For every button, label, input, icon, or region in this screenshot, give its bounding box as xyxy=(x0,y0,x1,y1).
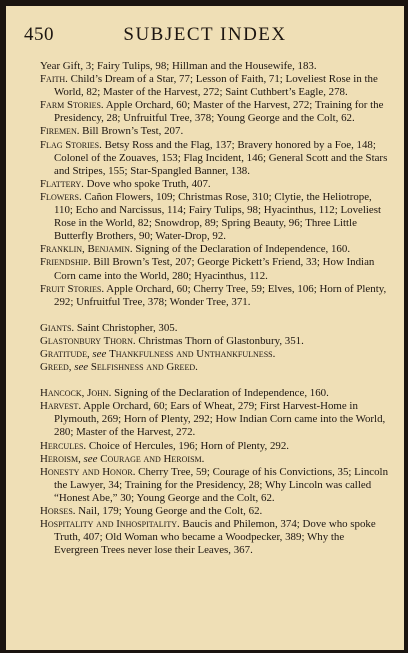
see-reference: see xyxy=(89,347,110,360)
entry-term: Faith. xyxy=(40,73,68,86)
index-entry-honesty xyxy=(40,466,390,505)
cross-reference: Courage and Heroism. xyxy=(100,452,205,465)
entry-refs: Cañon Flowers, 109; Christmas Rose, 310; Clytie, the Heliotrope, 110; Echo and Narcissus, 114; Fairy Tulips, 98; Hyacinthus, 112; Loveliest Rose in the World, 82; Snowdrop, 89; Spring Beauty, 96; Three Little Butterfly Brothers, 90; Water-Drop, 92. xyxy=(54,190,381,243)
entry-term: Fruit Stories. xyxy=(40,282,105,295)
running-head: SUBJECT INDEX xyxy=(123,24,287,45)
entry-term: Heroism, xyxy=(40,452,81,465)
index-entry-faith xyxy=(40,73,390,99)
index-entry-continuation: Year Gift, 3; Fairy Tulips, 98; Hillman and the Housewife, 183. xyxy=(40,60,317,72)
index-entry-greed xyxy=(40,361,390,374)
index-entry-firemen xyxy=(40,125,390,138)
section-gap xyxy=(40,309,390,322)
entry-refs: Saint Christopher, 305. xyxy=(74,321,178,334)
index-entry-giants xyxy=(40,322,390,335)
entry-term: Hercules. xyxy=(40,439,87,452)
entry-refs: Signing of the Declaration of Independence, 160. xyxy=(132,243,351,256)
index-entry-gratitude xyxy=(40,348,390,361)
entry-term: Hancock, John. xyxy=(40,387,112,400)
entry-refs: Choice of Hercules, 196; Horn of Plenty, 292. xyxy=(86,439,290,452)
index-entry-flag-stories xyxy=(40,139,390,178)
entry-term: Hospitality and Inhospitality. xyxy=(40,518,180,531)
entry-refs: Apple Orchard, 60; Ears of Wheat, 279; First Harvest-Home in Plymouth, 269; Horn of Plenty, 292; How Indian Corn came into the World, 280; Master of the Harvest, 272. xyxy=(54,400,386,439)
entry-term: Honesty and Honor. xyxy=(40,465,136,478)
entry-term: Franklin, Benjamin. xyxy=(40,243,133,256)
page-header xyxy=(6,24,404,50)
index-entry-franklin xyxy=(40,243,390,256)
entry-refs: Apple Orchard, 60; Cherry Tree, 59; Elves, 106; Horn of Plenty, 292; Unfruitful Tree, 378; Wonder Tree, 371. xyxy=(54,282,387,308)
entry-term: Farm Stories. xyxy=(40,99,104,112)
index-entry-horses xyxy=(40,505,390,518)
page-number: 450 xyxy=(24,24,54,45)
entry-term: Glastonbury Thorn. xyxy=(40,334,136,347)
see-reference: see xyxy=(80,452,101,465)
see-reference: see xyxy=(71,361,91,374)
index-entry-farm-stories xyxy=(40,99,390,125)
entry-refs: Christmas Thorn of Glastonbury, 351. xyxy=(135,334,304,347)
entry-term: Greed, xyxy=(40,361,72,374)
cross-reference: Thankfulness and Unthankfulness. xyxy=(109,347,276,360)
index-entry-flowers xyxy=(40,191,390,243)
index-entry-fruit-stories xyxy=(40,283,390,309)
entry-term: Flowers. xyxy=(40,190,82,203)
entry-refs: Cherry Tree, 59; Courage of his Convictions, 35; Lincoln the Lawyer, 34; Training for the Presidency, 28; Why Lincoln was called “Honest Abe,” 30; Young George and the Colt, 62. xyxy=(54,465,389,504)
entry-term: Flag Stories. xyxy=(40,138,102,151)
index-entry-hercules xyxy=(40,440,390,453)
index-entry-harvest xyxy=(40,400,390,439)
entry-refs: Dove who spoke Truth, 407. xyxy=(83,177,211,190)
index-entry-hancock xyxy=(40,387,390,400)
entry-term: Gratitude, xyxy=(40,347,90,360)
index-entry-flattery xyxy=(40,178,390,191)
entry-term: Giants. xyxy=(40,321,75,334)
index-entry-heroism xyxy=(40,453,390,466)
entry-refs: Bill Brown’s Test, 207. xyxy=(79,125,184,138)
entry-term: Horses. xyxy=(40,505,76,517)
cross-reference: Selfishness and Greed. xyxy=(90,361,198,374)
entry-term: Firemen. xyxy=(40,125,80,138)
index-entry-glastonbury xyxy=(40,335,390,348)
entry-term: Flattery. xyxy=(40,177,84,190)
index-entries xyxy=(40,60,390,557)
section-gap xyxy=(40,374,390,387)
entry-refs: Bill Brown’s Test, 207; George Pickett’s Friend, 33; How Indian Corn came into the World, 280; Hyacinthus, 112. xyxy=(54,256,375,282)
entry-refs: Betsy Ross and the Flag, 137; Bravery honored by a Foe, 148; Colonel of the Zouaves, 153; Flag Incident, 146; General Scott and the Stars and Stripes, 155; Star-Spangled Banner, 138. xyxy=(54,138,388,177)
entry-refs: Baucis and Philemon, 374; Dove who spoke Truth, 407; Old Woman who became a Woodpecker, 389; Why the Evergreen Trees never lose their Leaves, 367. xyxy=(54,518,376,557)
entry-refs: Nail, 179; Young George and the Colt, 62. xyxy=(75,505,263,517)
entry-refs: Child’s Dream of a Star, 77; Lesson of Faith, 71; Loveliest Rose in the World, 82; Master of the Harvest, 272; Saint Cuthbert’s Eagle, 278. xyxy=(54,73,378,99)
book-page xyxy=(6,6,404,650)
entry-term: Harvest. xyxy=(40,400,82,413)
index-entry-friendship xyxy=(40,256,390,282)
entry-refs: Apple Orchard, 60; Master of the Harvest, 272; Training for the Presidency, 28; Unfruitful Tree, 378; Young George and the Colt, 62. xyxy=(54,99,384,125)
entry-term: Friendship. xyxy=(40,256,91,269)
entry-refs: Signing of the Declaration of Independence, 160. xyxy=(111,387,329,400)
index-entry-hospitality xyxy=(40,518,390,557)
